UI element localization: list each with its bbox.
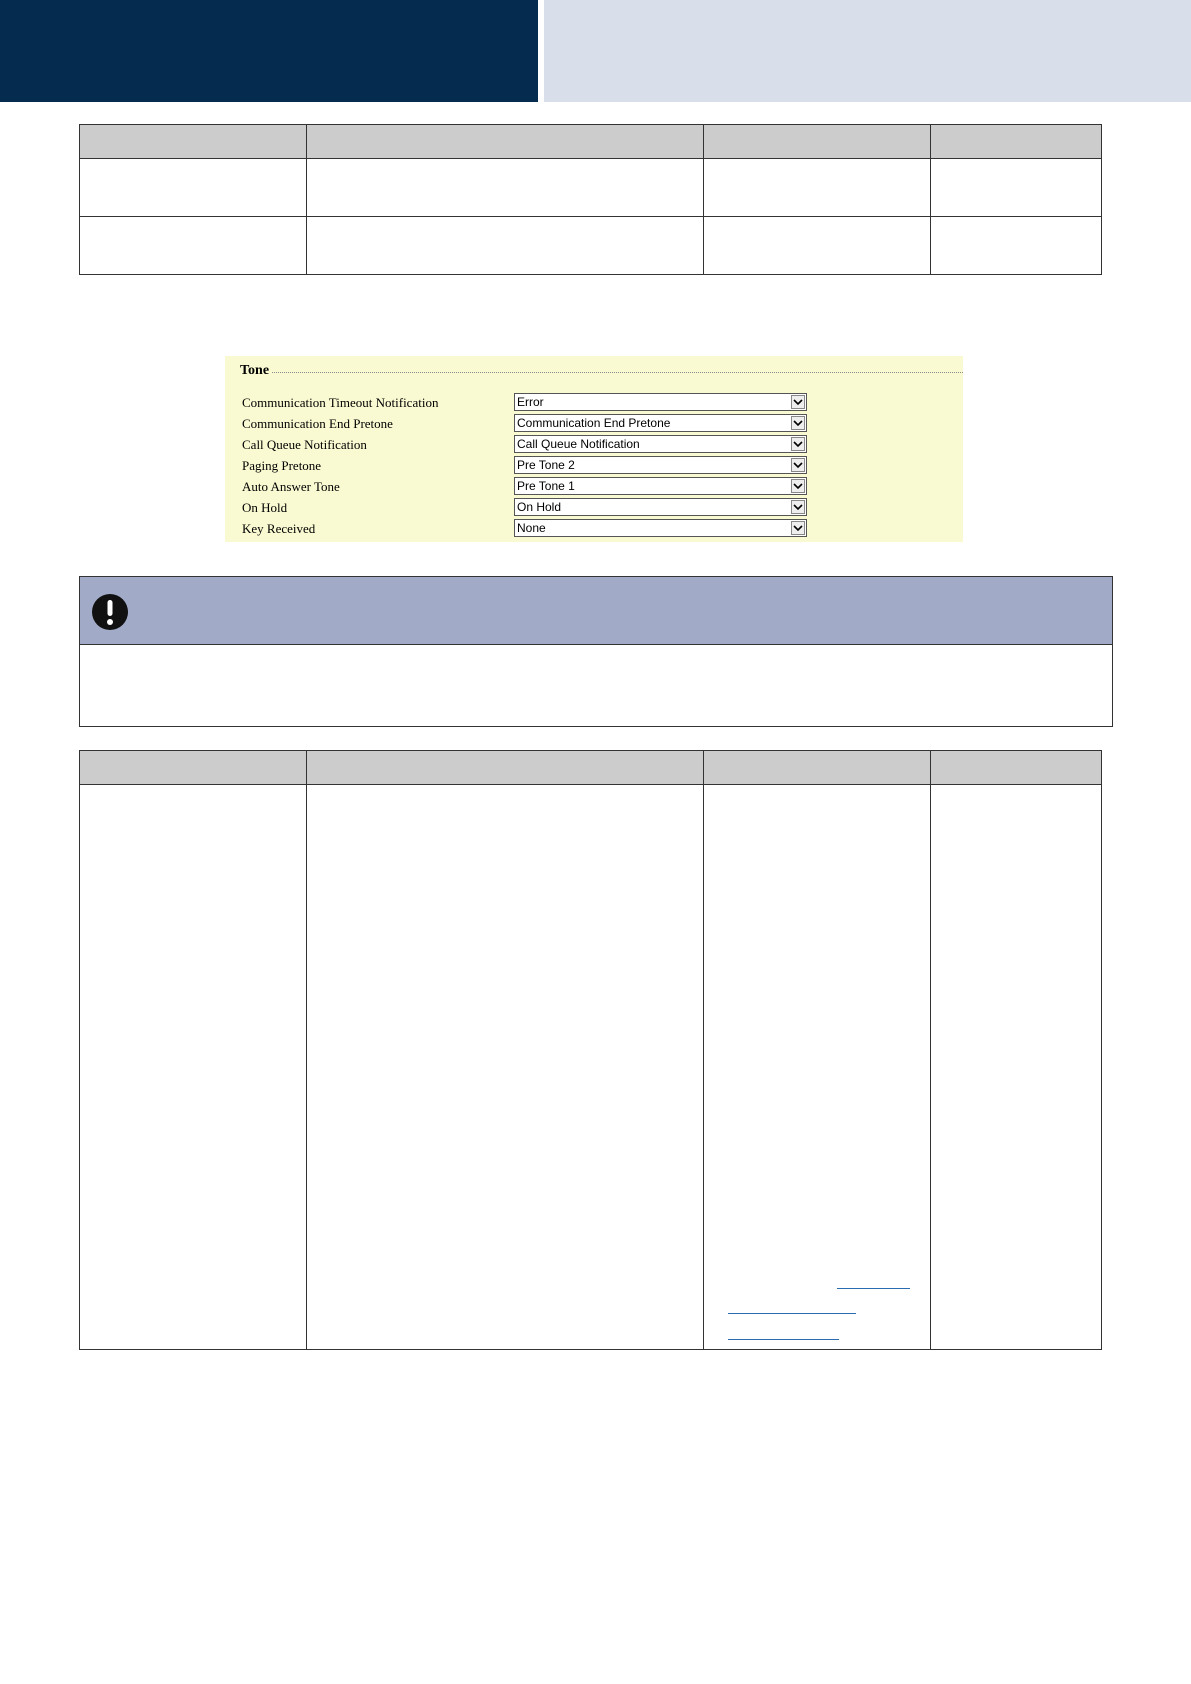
chevron-down-icon[interactable] bbox=[791, 500, 805, 514]
table-cell bbox=[80, 159, 307, 217]
table-row bbox=[80, 217, 1102, 275]
paging-pretone-select[interactable] bbox=[514, 456, 807, 474]
select-value: On Hold bbox=[517, 500, 562, 514]
table-header-cell bbox=[704, 125, 931, 159]
select-value: Communication End Pretone bbox=[517, 416, 671, 430]
table-row bbox=[80, 159, 1102, 217]
communication-end-pretone-select[interactable] bbox=[514, 414, 807, 432]
table-cell bbox=[704, 217, 931, 275]
table-cell bbox=[307, 159, 704, 217]
tone-label: Paging Pretone bbox=[242, 458, 322, 473]
table-row bbox=[80, 785, 1102, 1350]
table-header-row bbox=[80, 751, 1102, 785]
tone-label: Communication End Pretone bbox=[242, 416, 393, 431]
notice-header bbox=[80, 577, 1112, 645]
header-band-dark bbox=[0, 0, 538, 102]
table-cell bbox=[307, 217, 704, 275]
table-header-cell bbox=[931, 125, 1102, 159]
panel-title: Tone bbox=[240, 363, 270, 378]
chevron-down-icon[interactable] bbox=[791, 416, 805, 430]
table-cell bbox=[931, 217, 1102, 275]
tone-label: Auto Answer Tone bbox=[242, 479, 340, 494]
table-cell bbox=[80, 785, 307, 1350]
table-cell bbox=[704, 159, 931, 217]
header-band-light bbox=[544, 0, 1191, 102]
tone-row-on-hold bbox=[225, 497, 963, 518]
reference-link[interactable] bbox=[728, 1339, 839, 1340]
key-received-select[interactable] bbox=[514, 519, 807, 537]
table-header-cell bbox=[307, 125, 704, 159]
settings-table-top bbox=[79, 124, 1102, 275]
settings-table-bottom bbox=[79, 750, 1102, 1350]
tone-row-communication-end-pretone bbox=[225, 413, 963, 434]
table-cell bbox=[931, 785, 1102, 1350]
important-notice-box bbox=[79, 576, 1113, 727]
tone-settings-panel bbox=[225, 356, 963, 542]
tone-label: On Hold bbox=[242, 500, 288, 515]
chevron-down-icon[interactable] bbox=[791, 395, 805, 409]
chevron-down-icon[interactable] bbox=[791, 458, 805, 472]
auto-answer-tone-select[interactable] bbox=[514, 477, 807, 495]
chevron-down-icon[interactable] bbox=[791, 479, 805, 493]
tone-label: Key Received bbox=[242, 521, 316, 536]
reference-link[interactable] bbox=[728, 1313, 856, 1314]
tone-row-call-queue-notification bbox=[225, 434, 963, 455]
tone-row-key-received bbox=[225, 518, 963, 539]
tone-label: Communication Timeout Notification bbox=[242, 395, 439, 410]
call-queue-notification-select[interactable] bbox=[514, 435, 807, 453]
tone-row-auto-answer-tone bbox=[225, 476, 963, 497]
table-header-cell bbox=[307, 751, 704, 785]
select-value: None bbox=[517, 521, 546, 535]
select-value: Pre Tone 2 bbox=[517, 458, 575, 472]
tone-label: Call Queue Notification bbox=[242, 437, 367, 452]
tone-row-paging-pretone bbox=[225, 455, 963, 476]
communication-timeout-select[interactable] bbox=[514, 393, 807, 411]
table-cell bbox=[931, 159, 1102, 217]
on-hold-select[interactable] bbox=[514, 498, 807, 516]
panel-divider bbox=[240, 372, 963, 373]
table-header-cell bbox=[80, 751, 307, 785]
table-header-cell bbox=[931, 751, 1102, 785]
table-header-row bbox=[80, 125, 1102, 159]
table-cell bbox=[307, 785, 704, 1350]
reference-link[interactable] bbox=[837, 1288, 910, 1289]
table-header-cell bbox=[704, 751, 931, 785]
select-value: Error bbox=[517, 395, 544, 409]
select-value: Pre Tone 1 bbox=[517, 479, 575, 493]
select-value: Call Queue Notification bbox=[517, 437, 640, 451]
chevron-down-icon[interactable] bbox=[791, 521, 805, 535]
table-header-cell bbox=[80, 125, 307, 159]
table-cell bbox=[704, 785, 931, 1350]
chevron-down-icon[interactable] bbox=[791, 437, 805, 451]
exclamation-circle-icon bbox=[91, 593, 129, 631]
tone-row-communication-timeout bbox=[225, 392, 963, 413]
table-cell bbox=[80, 217, 307, 275]
